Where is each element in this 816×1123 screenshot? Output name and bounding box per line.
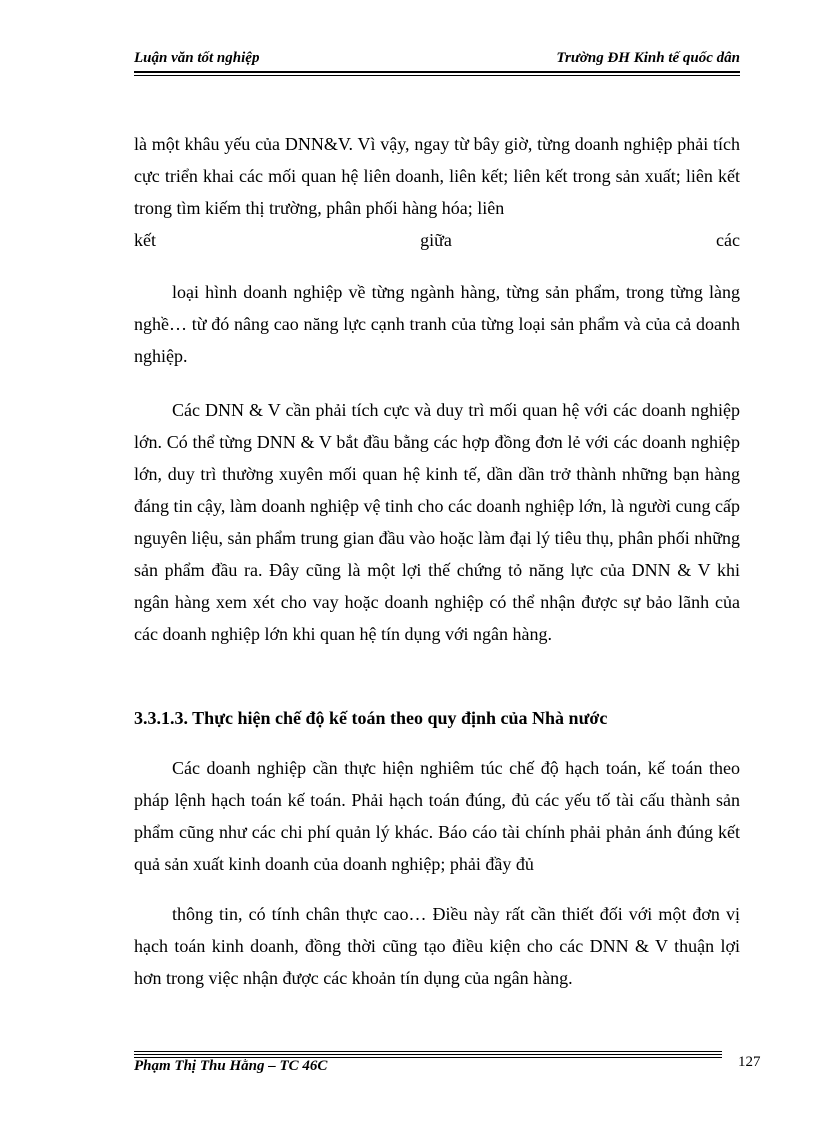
header-thesis-title: Luận văn tốt nghiệp [134, 50, 260, 66]
footer-rule-2 [134, 1054, 722, 1055]
footer-rule [134, 1051, 722, 1052]
header-rule-thin [134, 75, 740, 76]
word-ket: kết [134, 230, 156, 250]
header-rule [134, 71, 740, 73]
paragraph-3: Các DNN & V cần phải tích cực và duy trì mối quan hệ với các doanh nghiệp lớn. Có thể từng DNN & V bắt đầu bằng các hợp đồng đơn lẻ với các doanh nghiệp lớn, duy trì thường xuyên mối quan hệ kinh tế, dần dần trở thành những bạn hàng đáng tin cậy, làm doanh nghiệp vệ tinh cho các doanh nghiệp lớn, là người cung cấp nguyên liệu, sản phẩm trung gian đầu vào hoặc làm đại lý tiêu thụ, phân phối những sản phẩm đầu ra. Đây cũng là một lợi thế chứng tỏ năng lực của DNN & V khi ngân hàng xem xét cho vay hoặc doanh nghiệp có thể nhận được sự bảo lãnh của các doanh nghiệp lớn khi quan hệ tín dụng với ngân hàng. [134, 400, 740, 644]
header-university-name: Trường ĐH Kinh tế quốc dân [556, 50, 740, 66]
paragraph-1: là một khâu yếu của DNN&V. Vì vậy, ngay từ bây giờ, từng doanh nghiệp phải tích cực triển khai các mối quan hệ liên doanh, liên kết; liên kết trong sản xuất; liên kết trong tìm kiếm thị trường, phân phối hàng hóa; liên [134, 134, 740, 218]
word-giua: giữa [420, 230, 452, 250]
paragraph-1-last-line [134, 224, 740, 256]
footer-author: Phạm Thị Thu Hằng – TC 46C [134, 1058, 328, 1074]
paragraph-2: loại hình doanh nghiệp về từng ngành hàng, từng sản phẩm, trong từng làng nghề… từ đó nâng cao năng lực cạnh tranh của từng loại sản phẩm và của cả doanh nghiệp. [134, 282, 740, 366]
paragraph-4: Các doanh nghiệp cần thực hiện nghiêm túc chế độ hạch toán, kế toán theo pháp lệnh hạch toán kế toán. Phải hạch toán đúng, đủ các yếu tố tài cấu thành sản phẩm cũng như các chi phí quản lý khác. Báo cáo tài chính phải phản ánh đúng kết quả sản xuất kinh doanh của doanh nghiệp; phải đầy đủ [134, 758, 740, 874]
page-header [134, 48, 740, 68]
paragraph-5: thông tin, có tính chân thực cao… Điều này rất cần thiết đối với một đơn vị hạch toán kinh doanh, đồng thời cũng tạo điều kiện cho các DNN & V thuận lợi hơn trong việc nhận được các khoản tín dụng của ngân hàng. [134, 904, 740, 988]
word-cac: các [716, 230, 740, 250]
page-number: 127 [738, 1054, 761, 1070]
section-heading: 3.3.1.3. Thực hiện chế độ kế toán theo quy định của Nhà nước [134, 708, 608, 728]
